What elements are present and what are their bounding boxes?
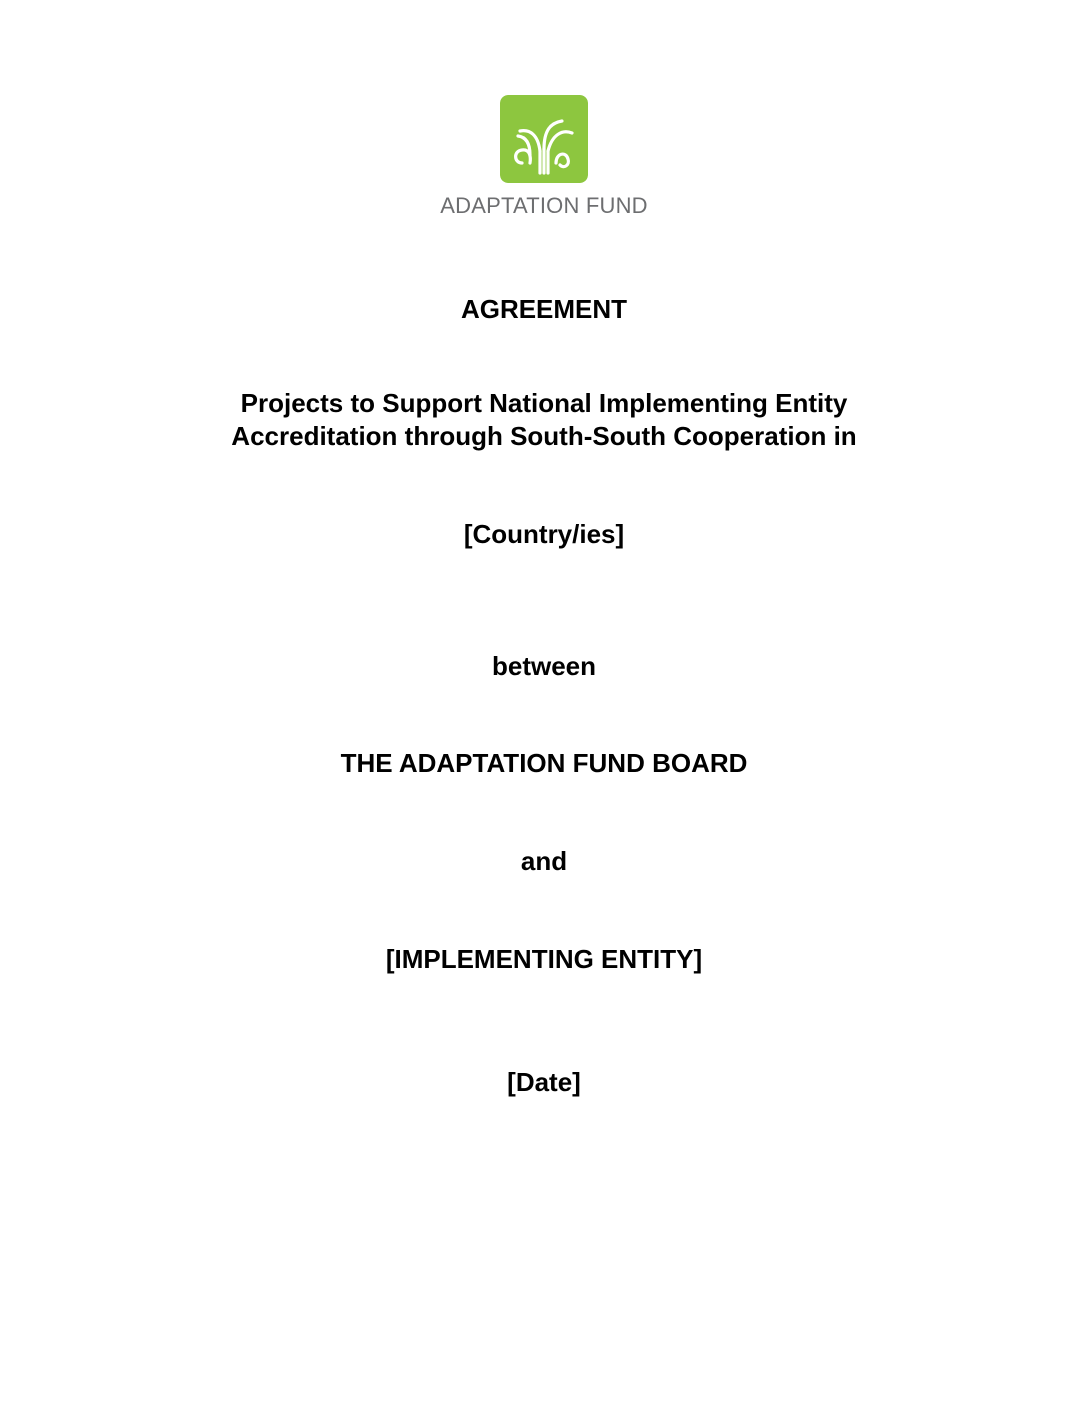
conjunction-text: and [520, 846, 568, 876]
adaptation-fund-logo-icon [500, 95, 588, 183]
date-placeholder: [Date] [507, 1067, 581, 1097]
between-text: between [491, 651, 597, 681]
logo-wordmark: ADAPTATION FUND [440, 193, 648, 218]
adaptation-fund-logo [0, 95, 1088, 218]
document-subtitle [0, 387, 1088, 453]
subtitle-line-1: Projects to Support National Implementing Entity [240, 388, 848, 418]
party-two: [IMPLEMENTING ENTITY] [385, 944, 703, 974]
subtitle-line-2: Accreditation through South-South Cooperation in [231, 421, 857, 451]
country-placeholder: [Country/ies] [463, 519, 625, 549]
document-title: AGREEMENT [460, 294, 628, 324]
party-one: THE ADAPTATION FUND BOARD [340, 748, 748, 778]
